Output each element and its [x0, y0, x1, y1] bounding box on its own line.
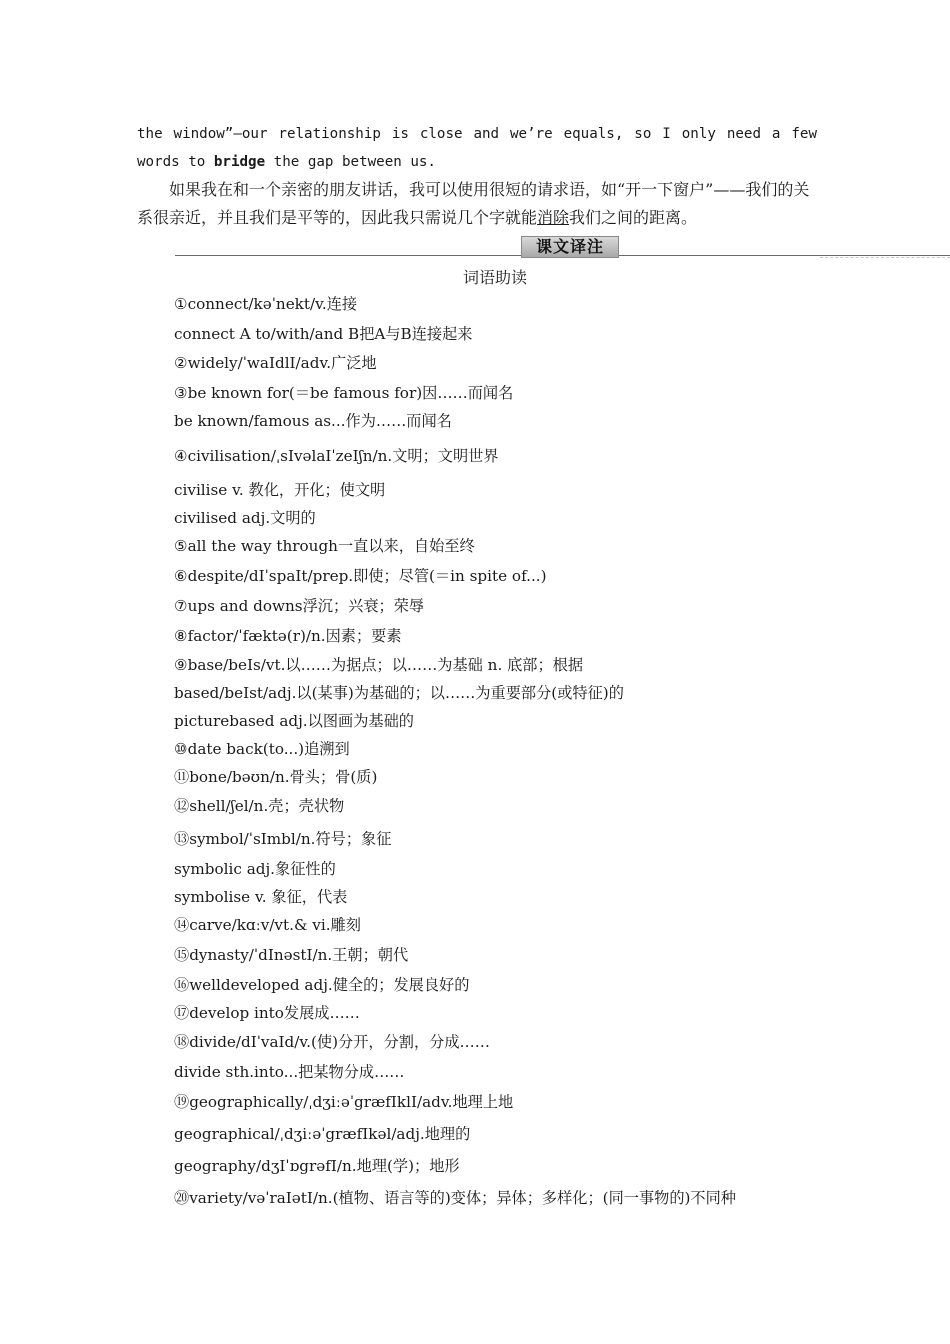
vocab-line: ④civilisation/ˌsIvəlaIˈzeIʃn/n.文明；文明世界 [174, 447, 499, 465]
vocab-line: symbolise v. 象征，代表 [174, 888, 348, 906]
vocab-line: ⑯welldeveloped adj.健全的；发展良好的 [174, 976, 470, 994]
vocab-line: ⑧factor/ˈfæktə(r)/n.因素；要素 [174, 627, 402, 645]
vocab-line: ⑫shell/ʃel/n.壳；壳状物 [174, 797, 345, 815]
vocab-line: ⑦ups and downs浮沉；兴衰；荣辱 [174, 597, 425, 615]
vocab-line: based/beIst/adj.以(某事)为基础的；以……为重要部分(或特征)的 [174, 684, 624, 702]
vocab-line: connect A to/with/and B把A与B连接起来 [174, 325, 473, 343]
vocab-line: ⑲geographically/ˌdʒiːəˈgræfIklI/adv.地理上地 [174, 1093, 514, 1111]
vocab-line: civilise v. 教化，开化；使文明 [174, 481, 386, 499]
vocab-line: ⑪bone/bəʊn/n.骨头；骨(质) [174, 768, 378, 786]
chinese-translation-text-1: 如果我在和一个亲密的朋友讲话，我可以使用很短的请求语，如“开一下窗户”——我们的关系很亲近，并且我们是平等的，因此我只需说几个字就能 [137, 180, 810, 227]
bold-word-bridge: bridge [213, 154, 266, 170]
vocab-line: ①connect/kəˈnekt/v.连接 [174, 295, 358, 313]
vocab-line: ②widely/ˈwaIdlI/adv.广泛地 [174, 354, 377, 372]
english-passage-text-2: the gap between us. [265, 154, 436, 170]
vocab-line: ⑬symbol/ˈsImbl/n.符号；象征 [174, 830, 392, 848]
vocab-line: be known/famous as...作为……而闻名 [174, 412, 452, 430]
chinese-translation [137, 176, 817, 232]
vocab-line: ⑤all the way through一直以来，自始至终 [174, 537, 475, 555]
english-passage-text-1: the window”—our relationship is close and we’re equals, so I only need a few words to [137, 126, 817, 170]
vocab-line: ③be known for(＝be famous for)因……而闻名 [174, 384, 514, 402]
vocab-line: ⑮dynasty/ˈdInəstI/n.王朝；朝代 [174, 946, 409, 964]
vocab-line: ⑩date back(to...)追溯到 [174, 740, 350, 758]
vocab-line: civilised adj.文明的 [174, 509, 316, 527]
underlined-term: 消除 [537, 208, 570, 227]
vocab-line: symbolic adj.象征性的 [174, 860, 336, 878]
vocab-line: ⑳variety/vəˈraIətI/n.(植物、语言等的)变体；异体；多样化；(同一事物的)不同种 [174, 1189, 736, 1207]
vocab-line: ⑨base/beIs/vt.以……为据点；以……为基础 n. 底部；根据 [174, 656, 584, 674]
vocab-line: ⑱divide/dIˈvaId/v.(使)分开，分割，分成…… [174, 1033, 490, 1051]
vocab-line: divide sth.into...把某物分成…… [174, 1063, 405, 1081]
vocab-line: ⑰develop into发展成…… [174, 1004, 360, 1022]
vocab-line: ⑭carve/kɑːv/vt.& vi.雕刻 [174, 916, 361, 934]
vocab-line: geography/dʒIˈɒgrəfI/n.地理(学)；地形 [174, 1157, 460, 1175]
section-subheading: 词语助读 [462, 268, 527, 287]
vocab-line: picturebased adj.以图画为基础的 [174, 712, 414, 730]
section-badge: 课文译注 [521, 236, 619, 258]
chinese-translation-text-2: 我们之间的距离。 [569, 208, 698, 227]
english-passage [137, 120, 817, 176]
vocab-line: ⑥despite/dIˈspaIt/prep.即使；尽管(＝in spite of...) [174, 567, 547, 585]
section-divider-dotted [820, 257, 950, 258]
vocab-line: geographical/ˌdʒiːəˈgræfIkəl/adj.地理的 [174, 1125, 471, 1143]
